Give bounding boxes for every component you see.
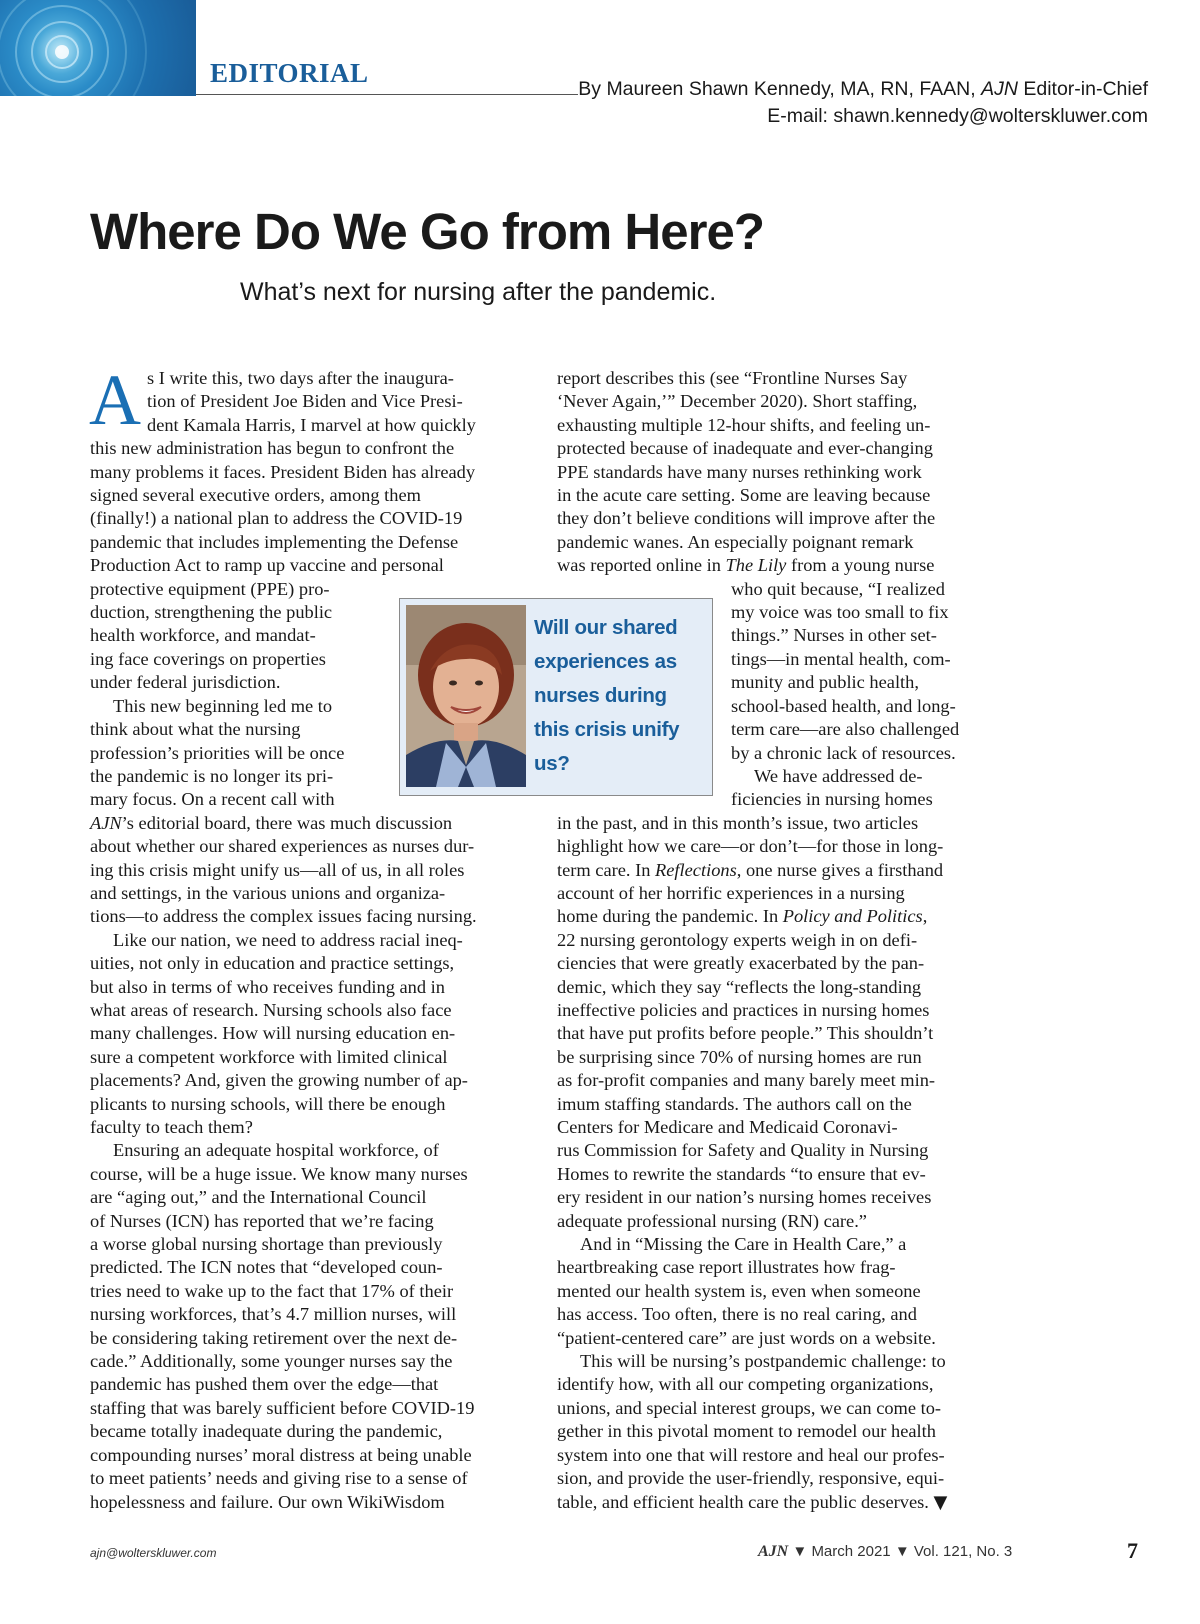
section-rule [196,94,578,95]
article-title: Where Do We Go from Here? [90,203,764,260]
paragraph-8: This will be nursing’s postpandemic challenge: to identify how, with all our competing organizations, unions, and special interest groups, we can come to- gether in this pivotal moment to remodel our health system into one that will restore and heal our profes- sion, and provide the user-friendly, responsive, equi- table, and efficient health care the public deserves. ▼ [557,1351,948,1513]
section-label: EDITORIAL [210,58,369,88]
footer-date: March 2021 [811,1543,891,1560]
journal-abbrev: AJN [981,78,1018,100]
author-line [578,76,1148,103]
right-column [557,367,995,1514]
separator-triangle-icon: ▼ [792,1543,808,1560]
footer-volume: Vol. 121, No. 3 [913,1543,1013,1560]
paragraph-4: Ensuring an adequate hospital workforce, of course, will be a huge issue. We know many nurses are “aging out,” and the International Council of Nurses (ICN) has reported that we’re facing a worse global nursing shortage than previously predicted. The ICN notes that “developed coun- tries need to wake up to the fact that 17% of their nursing workforces, that’s 4.7 million nurses, will be considering taking retirement over the next de- cade.” Additionally, some younger nurses say the pandemic has pushed them over the edge—that staffing that was barely sufficient before COVID-19 became totally inadequate during the pandemic, compounding nurses’ moral distress at being unable to meet patients’ needs and giving rise to a sense of hopelessness and failure. Our own WikiWisdom [90,1140,475,1512]
pull-quote-text [534,611,712,781]
footer-journal: AJN [758,1543,789,1560]
pull-quote-line: Will our shared [534,616,678,639]
pull-quote-line: experiences as [534,650,677,673]
pull-quote-box [399,598,713,796]
paragraph-6: We have addressed de- ficiencies in nursing homes in the past, and in this month’s issue, two articles highlight how we care—or don’t—for those in long- term care. In Reflections, one nurse gives a firsthand account of her horrific experiences in a nursing home during the pandemic. In Policy and Politics, 22 nursing gerontology experts weigh in on defi- ciencies that were greatly exacerbated by the pan- demic, which they say “reflects the long-standing ineffective policies and practices in nursing homes that have put profits before people.” This shouldn’t be surprising since 70% of nursing homes are run as for-profit companies and many barely meet min- imum staffing standards. The authors call on the Centers for Medicare and Medicaid Coronavi- rus Commission for Safety and Quality in Nursing Homes to rewrite the standards “to ensure that ev- ery resident in our nation’s nursing homes receives adequate professional nursing (RN) care.” [557,765,944,1231]
article-subtitle: What’s next for nursing after the pandemic. [240,278,717,306]
paragraph-7: And in “Missing the Care in Health Care,” a heartbreaking case report illustrates how frag- mented our health system is, even when someone has access. Too often, there is no real caring, and “patient-centered care” are just words on a website. [557,1234,936,1348]
end-mark-icon: ▼ [933,1491,948,1513]
drop-cap: A [89,360,141,440]
left-column [89,360,528,1514]
author-name: By Maureen Shawn Kennedy, MA, RN, FAAN, [578,78,976,100]
pull-quote-line: nurses during [534,684,667,707]
page-number: 7 [1127,1538,1138,1563]
paragraph-3: Like our nation, we need to address racial ineq- uities, not only in education and practice settings, but also in terms of who receives funding and in what areas of research. Nursing schools also face many challenges. How will nursing education en- sure a competent workforce with limited clinical placements? And, given the growing number of ap- plicants to nursing schools, will there be enough faculty to teach them? [90,929,468,1137]
author-email[interactable]: E-mail: shawn.kennedy@wolterskluwer.com [767,105,1148,127]
paragraph-1: A s I write this, two days after the inaugura- tion of President Joe Biden and Vice Presi- dent Kamala Harris, I marvel at how quickly this new administration has begun to confront the many problems it faces. President Biden has already signed several executive orders, among them (finally!) a national plan to address the COVID-19 pandemic that includes implementing the Defense Production Act to ramp up vaccine and personal protective equipment (PPE) pro- duction, strengthening the public health workforce, and mandat- ing face coverings on properties under federal jurisdiction. [89,360,476,693]
paragraph-5: report describes this (see “Frontline Nurses Say ‘Never Again,’” December 2020). Short staffing, exhausting multiple 12-hour shifts, and feeling un- protected because of inadequate and ever-changing PPE standards have many nurses rethinking work in the acute care setting. Some are leaving because they don’t believe conditions will improve after the pandemic wanes. An especially poignant remark was reported online in The Lily from a young nurse who quit because, “I realized my voice was too small to fix things.” Nurses in other set- tings—in mental health, com- munity and public health, school-based health, and long- term care—are also challenged by a chronic lack of resources. [557,368,960,763]
author-role: Editor-in-Chief [1023,78,1148,100]
radio-waves-graphic [0,0,196,96]
pull-quote-line: us? [534,752,570,775]
portrait-illustration [406,605,526,787]
separator-triangle-icon: ▼ [894,1543,910,1560]
author-portrait [406,605,526,787]
paragraph-2: This new beginning led me to think about what the nursing profession’s priorities will be once the pandemic is no longer its pri- mary focus. On a recent call with AJN’s editorial board, there was much discussion about whether our shared experiences as nurses dur- ing this crisis might unify us—all of us, in all roles and settings, in the various unions and organiza- tions—to address the complex issues facing nursing. [90,695,477,927]
pull-quote-line: this crisis unify [534,718,680,741]
header-graphic [0,0,196,96]
byline [578,76,1148,130]
footer-email[interactable]: ajn@wolterskluwer.com [90,1546,217,1560]
footer-issue-info [758,1543,1012,1561]
